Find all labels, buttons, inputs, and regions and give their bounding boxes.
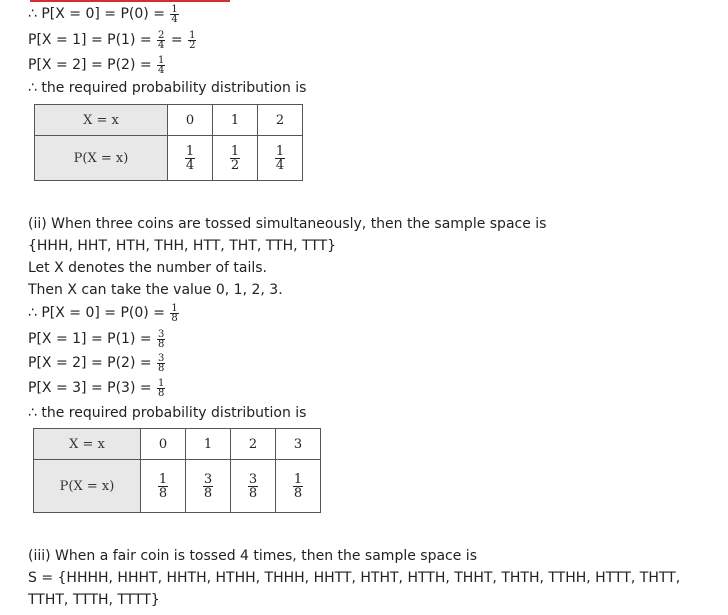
- p2-then: Then X can take the value 0, 1, 2, 3.: [28, 282, 283, 298]
- p2-line-x3: P[X = 3] = P(3) = $\frac{1}{8}$: [28, 377, 165, 399]
- table-header-p: P(X = x): [34, 460, 141, 513]
- fraction: $\frac{1}{8}$: [158, 377, 165, 399]
- p3-sample-space-line2: TTHT, TTTH, TTTT}: [28, 592, 160, 608]
- table-cell: 1: [186, 429, 231, 460]
- table-cell: $\frac{1}{2}$: [213, 136, 258, 181]
- table-cell: 0: [141, 429, 186, 460]
- table-header-x: X = x: [34, 429, 141, 460]
- table-cell: $\frac{3}{8}$: [186, 460, 231, 513]
- table-header-x: X = x: [35, 105, 168, 136]
- table-cell: 1: [213, 105, 258, 136]
- table-cell: $\frac{1}{8}$: [276, 460, 321, 513]
- p2-conclusion: ∴ the required probability distribution is: [28, 405, 307, 421]
- p2-intro: (ii) When three coins are tossed simultaneously, then the sample space is: [28, 216, 547, 232]
- p1-line-x1: P[X = 1] = P(1) = $\frac{2}{4}$ = $\frac{1}{2}$: [28, 29, 196, 51]
- fraction: $\frac{3}{8}$: [158, 328, 165, 350]
- fraction: $\frac{2}{4}$: [158, 29, 165, 51]
- fraction: $\frac{3}{8}$: [158, 352, 165, 374]
- fraction: $\frac{1}{4}$: [171, 3, 178, 25]
- table-cell: $\frac{1}{4}$: [168, 136, 213, 181]
- p2-line-x0: ∴ P[X = 0] = P(0) = $\frac{1}{8}$: [28, 302, 178, 324]
- p2-line-x2: P[X = 2] = P(2) = $\frac{3}{8}$: [28, 352, 165, 374]
- distribution-table-2: [33, 428, 321, 513]
- p1-line-x2: P[X = 2] = P(2) = $\frac{1}{4}$: [28, 54, 165, 76]
- table-cell: 3: [276, 429, 321, 460]
- fraction: $\frac{1}{8}$: [171, 302, 178, 324]
- p2-let: Let X denotes the number of tails.: [28, 260, 267, 276]
- p2-line-x1: P[X = 1] = P(1) = $\frac{3}{8}$: [28, 328, 165, 350]
- table-cell: $\frac{1}{8}$: [141, 460, 186, 513]
- table-cell: 2: [231, 429, 276, 460]
- fraction: $\frac{1}{2}$: [189, 29, 196, 51]
- table-cell: 0: [168, 105, 213, 136]
- distribution-table-1: [34, 104, 303, 181]
- fraction: $\frac{1}{4}$: [158, 54, 165, 76]
- p2-sample-space: {HHH, HHT, HTH, THH, HTT, THT, TTH, TTT}: [28, 238, 337, 254]
- table-header-p: P(X = x): [35, 136, 168, 181]
- table-cell: $\frac{3}{8}$: [231, 460, 276, 513]
- p1-conclusion: ∴ the required probability distribution is: [28, 80, 307, 96]
- table-cell: $\frac{1}{4}$: [258, 136, 303, 181]
- p1-line-x0: ∴ P[X = 0] = P(0) = $\frac{1}{4}$: [28, 3, 178, 25]
- p3-sample-space-line1: S = {HHHH, HHHT, HHTH, HTHH, THHH, HHTT, HTHT, HTTH, THHT, THTH, TTHH, HTTT, THTT,: [28, 570, 681, 586]
- top-accent-bar: [30, 0, 230, 2]
- p3-intro: (iii) When a fair coin is tossed 4 times, then the sample space is: [28, 548, 477, 564]
- table-cell: 2: [258, 105, 303, 136]
